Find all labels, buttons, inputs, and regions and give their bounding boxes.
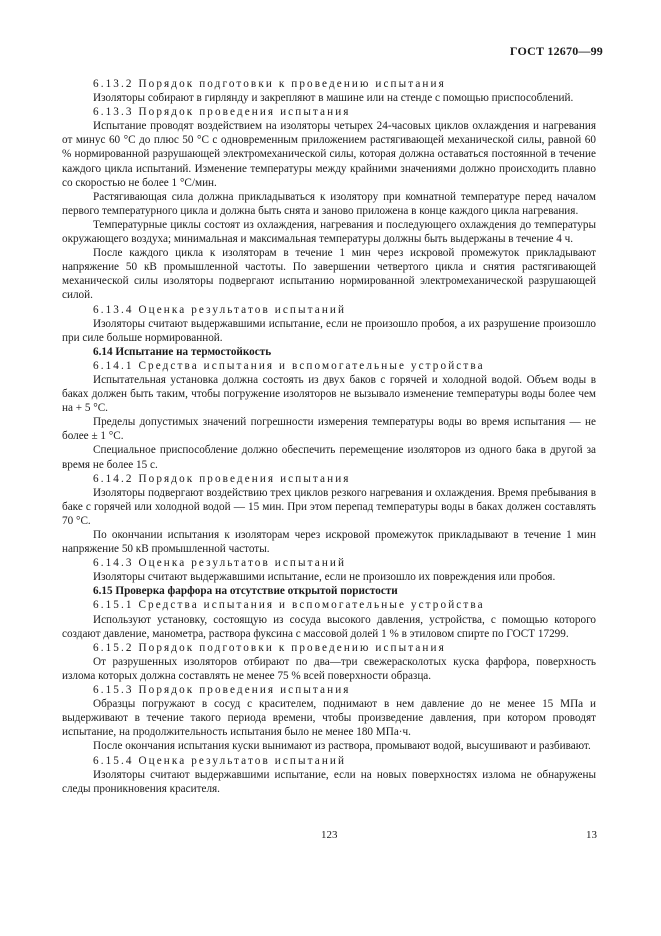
subsection-heading: 6.15.2 Порядок подготовки к проведению испытания [93,641,446,654]
body-paragraph: Изоляторы считают выдержавшими испытание, если на новых поверхностях излома не обнаружены следы проникновения красителя. [62,768,596,795]
subsection-heading: 6.14.1 Средства испытания и вспомогательные устройства [93,359,485,372]
body-paragraph: Испытательная установка должна состоять из двух баков с горячей и холодной водой. Объем воды в баках должен быть таким, чтобы погружение изоляторов не вызывало изменение температуры воды более чем на + 5 °C. [62,373,596,415]
body-paragraph: Образцы погружают в сосуд с красителем, поднимают в нем давление до не менее 15 МПа и выдерживают в течение такого периода времени, чтобы произведение давления, при котором проводят испытание, на продолжительность испытания было не менее 180 МПа·ч. [62,698,596,739]
body-paragraph: От разрушенных изоляторов отбирают по два—три свежерасколотых куска фарфора, поверхность излома которых должна составлять не менее 75 % всей поверхности образца. [62,655,596,682]
body-paragraph: Изоляторы подвергают воздействию трех циклов резкого нагревания и охлаждения. Время пребывания в баке с горячей или холодной водой — 15 мин. При этом перепад температуры воды в баках должен составлять 70 °C. [62,486,596,527]
section-heading: 6.15 Проверка фарфора на отсутствие открытой пористости [93,585,398,598]
body-paragraph: Растягивающая сила должна прикладываться к изолятору при комнатной температуре перед началом первого температурного цикла и должна быть снята и заново приложена в конце каждого цикла нагревания. [62,190,596,217]
subsection-heading: 6.15.1 Средства испытания и вспомогательные устройства [93,599,485,612]
body-paragraph: По окончании испытания к изоляторам через искровой промежуток прикладывают в течение 1 мин напряжение 50 кВ промышленной частоты. [62,529,596,556]
body-paragraph: Изоляторы считают выдержавшими испытание, если не произошло их повреждения или пробоя. [93,571,556,584]
subsection-heading: 6.13.4 Оценка результатов испытаний [93,303,347,316]
document-body [62,77,596,796]
body-paragraph: Испытание проводят воздействием на изоляторы четырех 24-часовых циклов охлаждения и нагревания от минус 60 °C до плюс 50 °C с одновременным приложением растягивающей механической силы, равной 60 % нормированной разрушающей электромеханической силы, которая должна оставаться постоянной в течение каждого цикла испытаний. Изменение температуры между крайними значениями должно происходить плавно со скоростью не более 1 °C/мин. [62,120,596,189]
body-paragraph: После окончания испытания куски вынимают из раствора, промывают водой, высушивают и разбивают. [93,740,591,753]
subsection-heading: 6.15.4 Оценка результатов испытаний [93,754,347,767]
page-number-center: 123 [321,829,338,841]
body-paragraph: Изоляторы собирают в гирлянду и закрепляют в машине или на стенде с помощью приспособлений. [93,92,574,105]
subsection-heading: 6.14.3 Оценка результатов испытаний [93,557,347,570]
body-paragraph: После каждого цикла к изоляторам в течение 1 мин через искровой промежуток прикладывают напряжение 50 кВ промышленной частоты. По завершении четвертого цикла и снятия растягивающей механической силы изоляторы подвергают испытанию нормированной электромеханической разрушающей силой. [62,247,596,302]
body-paragraph: Используют установку, состоящую из сосуда высокого давления, устройства, с помощью которого создают давление, манометра, раствора фуксина с массовой долей 1 % в этиловом спирте по ГОСТ 17299. [62,613,596,640]
page-number-right: 13 [586,829,597,841]
subsection-heading: 6.13.2 Порядок подготовки к проведению испытания [93,78,446,90]
section-heading: 6.14 Испытание на термостойкость [93,345,272,358]
subsection-heading: 6.14.2 Порядок проведения испытания [93,472,351,485]
document-header: ГОСТ 12670—99 [509,44,603,58]
body-paragraph: Пределы допустимых значений погрешности измерения температуры воды во время испытания — не более ± 1 °C. [62,416,596,443]
subsection-heading: 6.13.3 Порядок проведения испытания [93,106,351,119]
body-paragraph: Температурные циклы состоят из охлаждения, нагревания и последующего охлаждения до температуры окружающего воздуха; минимальная и максимальная температуры должны быть выдержаны в течение 4 ч. [62,218,596,246]
subsection-heading: 6.15.3 Порядок проведения испытания [93,684,351,697]
body-paragraph: Изоляторы считают выдержавшими испытание, если не произошло пробоя, а их разрушение произошло при силе больше нормированной. [62,317,596,344]
body-paragraph: Специальное приспособление должно обеспечить перемещение изоляторов из одного бака в другой за время не более 15 с. [62,444,596,471]
